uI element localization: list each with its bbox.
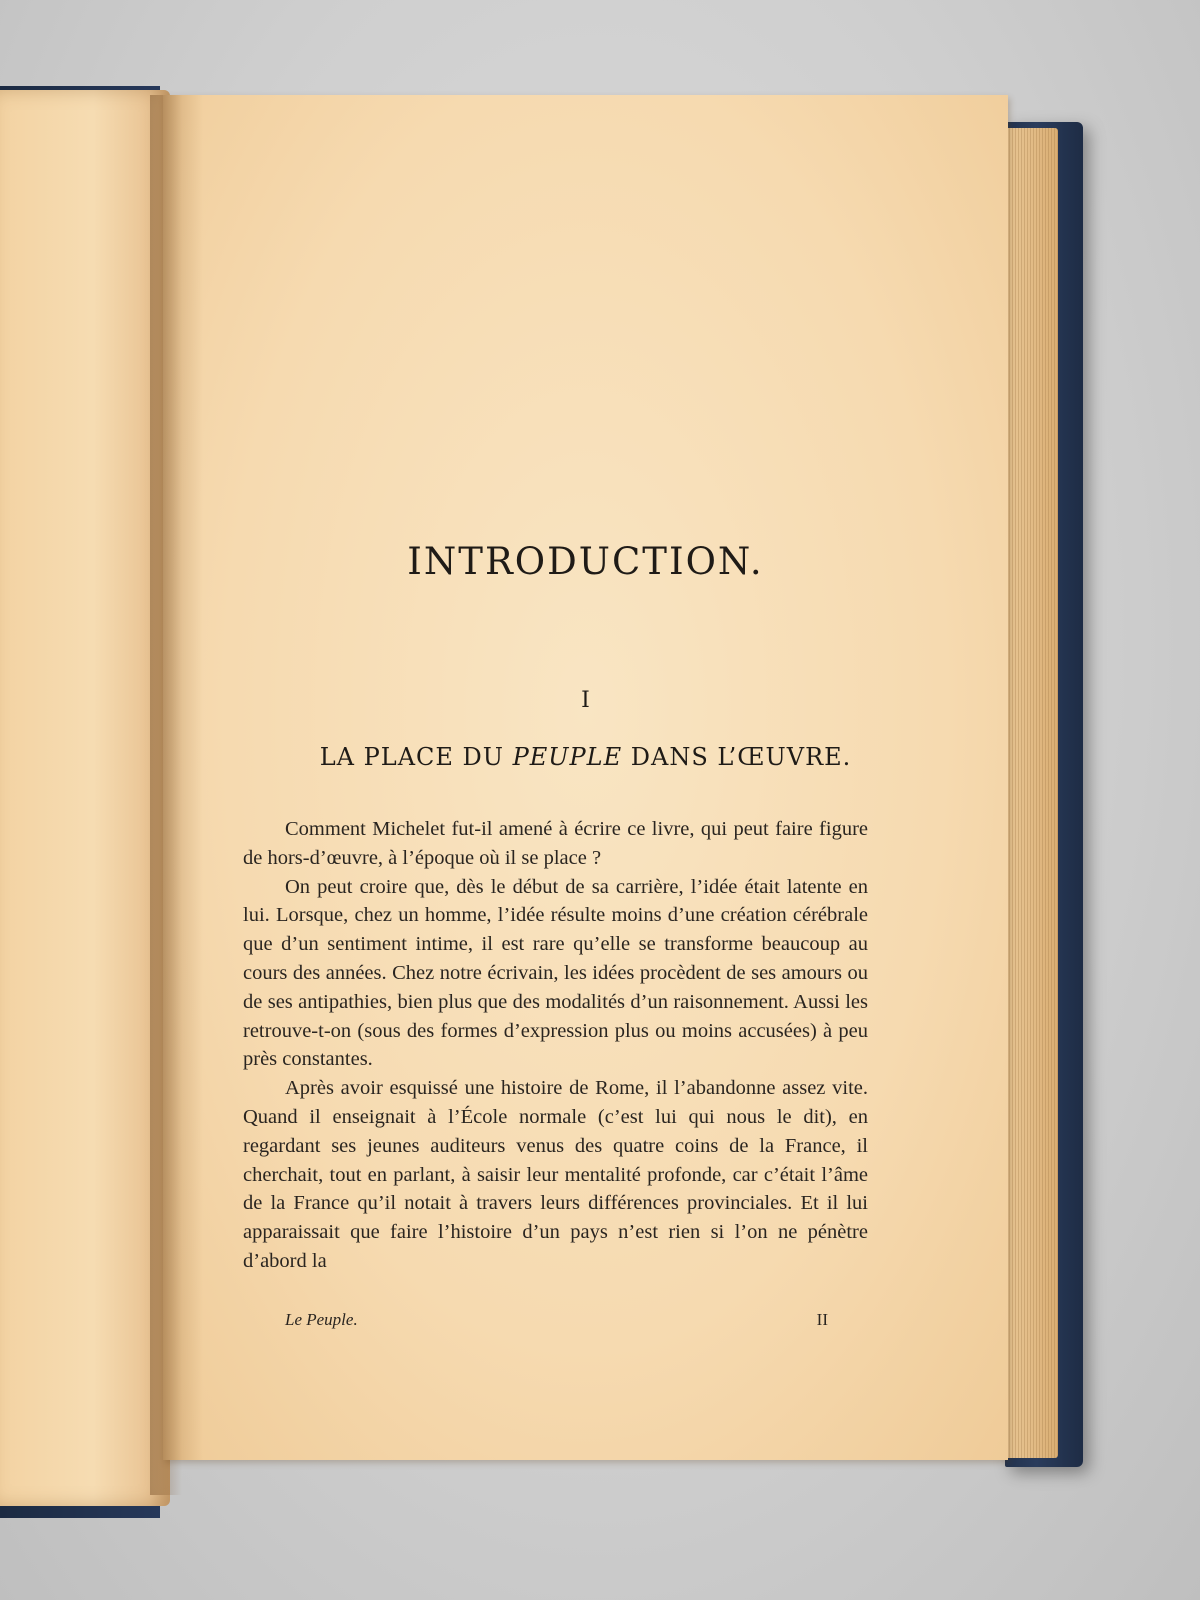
signature-mark: II bbox=[816, 1310, 828, 1329]
section-heading-italic: PEUPLE bbox=[512, 743, 623, 771]
section-heading bbox=[163, 743, 1008, 771]
section-heading-start: LA PLACE DU bbox=[319, 743, 513, 771]
paragraph-3: Après avoir esquissé une histoire de Rome, il l’abandonne assez vite. Quand il enseignait à l’École normale (c’est lui qui nous le dit), en regardant ses jeunes auditeurs venus des quatre coins de la France, il cherchait, tout en parlant, à saisir leur mentalité profonde, car c’était l’âme de la France qu’il notait à travers leurs différences provinciales. Et il lui apparaissait que faire l’histoire d’un pays n’est rien si l’on ne pénètre d’abord la bbox=[243, 1077, 868, 1272]
section-heading-end: DANS L’ŒUVRE. bbox=[622, 743, 852, 771]
section-number: I bbox=[581, 688, 590, 713]
paragraph-1: Comment Michelet fut-il amené à écrire ce livre, qui peut faire figure de hors-d’œuvre, à l’époque où il se place ? bbox=[243, 818, 868, 869]
paragraph-2: On peut croire que, dès le début de sa carrière, l’idée était latente en lui. Lorsque, chez un homme, l’idée résulte moins d’une création cérébrale que d’un sentiment intime, il est rare qu’elle se transforme beaucoup au cours des années. Chez notre écrivain, les idées procèdent de ses amours ou de ses antipathies, bien plus que des modalités d’un raisonnement. Aussi les retrouve-t-on (sous des formes d’expression plus ou moins accusées) à peu près constantes. bbox=[243, 875, 868, 1071]
left-page bbox=[0, 90, 170, 1506]
body-text bbox=[243, 815, 868, 1276]
page-block-edges bbox=[1000, 128, 1058, 1458]
running-title: Le Peuple. bbox=[285, 1310, 358, 1329]
chapter-title: INTRODUCTION. bbox=[407, 540, 764, 583]
book-gutter bbox=[150, 95, 182, 1495]
